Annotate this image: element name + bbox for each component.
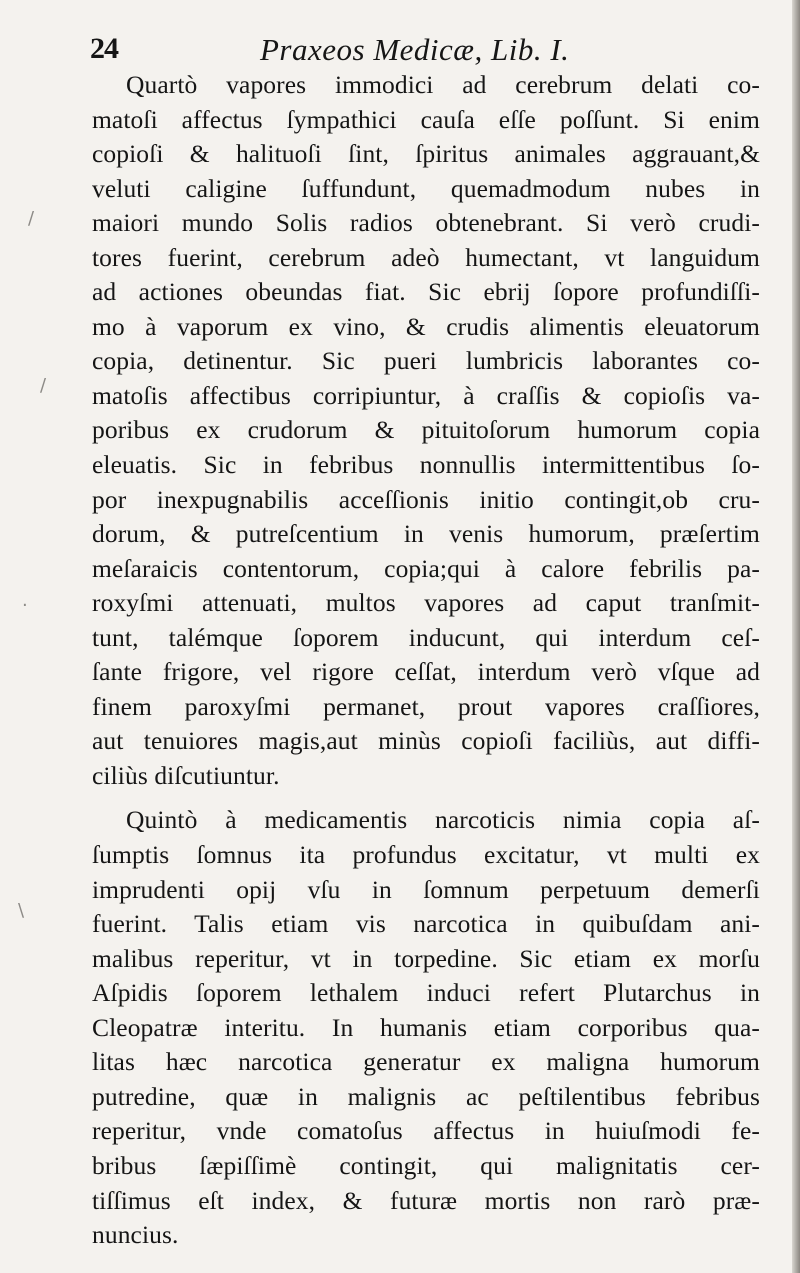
page-header <box>90 28 740 70</box>
text-line: eleuatis. Sic in febribus nonnullis intermittentibus ſo- <box>92 450 760 480</box>
text-line: bribus ſæpiſſimè contingit, qui malignitatis cer- <box>92 1150 760 1180</box>
text-line: imprudenti opij vſu in ſomnum perpetuum demerſi <box>92 874 760 904</box>
text-line: ſumptis ſomnus ita profundus excitatur, vt multi ex <box>92 840 760 870</box>
text-line: maiori mundo Solis radios obtenebrant. Si verò crudi- <box>92 208 760 238</box>
text-line: nuncius. <box>92 1220 179 1250</box>
text-line: Cleopatræ interitu. In humanis etiam corporibus qua- <box>92 1012 760 1042</box>
text-line: finem paroxyſmi permanet, prout vapores craſſiores, <box>92 691 760 721</box>
margin-tick-mark: / <box>40 375 47 396</box>
text-line: matoſi affectus ſympathici cauſa eſſe poſſunt. Si enim <box>92 104 760 134</box>
text-line: roxyſmi attenuati, multos vapores ad caput tranſmit- <box>92 588 760 618</box>
text-line: Aſpidis ſoporem lethalem induci refert Plutarchus in <box>92 978 760 1008</box>
text-line: tiſſimus eſt index, & futuræ mortis non rarò præ- <box>92 1185 760 1215</box>
text-line: tunt, talémque ſoporem inducunt, qui interdum ceſ- <box>92 622 760 652</box>
paragraph <box>92 803 760 1252</box>
running-title: Praxeos Medicæ, Lib. I. <box>260 32 570 67</box>
text-line: reperitur, vnde comatoſus affectus in huiuſmodi fe- <box>92 1116 760 1146</box>
paragraph <box>92 68 760 793</box>
text-line: poribus ex crudorum & pituitoſorum humorum copia <box>92 415 760 445</box>
text-line: ad actiones obeundas fiat. Sic ebrij ſopore profundiſſi- <box>92 277 760 307</box>
text-line: copia, detinentur. Sic pueri lumbricis laborantes co- <box>92 346 760 376</box>
text-line: veluti caligine ſuffundunt, quemadmodum nubes in <box>92 173 760 203</box>
text-line: aut tenuiores magis,aut minùs copioſi faciliùs, aut diffi- <box>92 726 760 756</box>
margin-tick-mark: / <box>28 208 35 229</box>
text-line: ſante frigore, vel rigore ceſſat, interdum verò vſque ad <box>92 657 760 687</box>
text-line: Quintò à medicamentis narcoticis nimia copia aſ- <box>126 805 760 835</box>
text-line: fuerint. Talis etiam vis narcotica in quibuſdam ani- <box>92 909 760 939</box>
text-line: meſaraicis contentorum, copia;qui à calore febrilis pa- <box>92 553 760 583</box>
page-spine-edge <box>792 0 800 1273</box>
text-line: mo à vaporum ex vino, & crudis alimentis eleuatorum <box>92 311 760 341</box>
paragraph-gap <box>92 793 760 803</box>
text-line: dorum, & putreſcentium in venis humorum, præſertim <box>92 519 760 549</box>
margin-tick-mark: · <box>22 595 28 616</box>
text-line: matoſis affectibus corripiuntur, à craſſis & copioſis va- <box>92 380 760 410</box>
body-text <box>92 68 760 1253</box>
text-line: ciliùs diſcutiuntur. <box>92 760 280 790</box>
page-number: 24 <box>90 32 118 65</box>
text-line: malibus reperitur, vt in torpedine. Sic etiam ex morſu <box>92 943 760 973</box>
text-line: Quartò vapores immodici ad cerebrum delati co- <box>126 70 760 99</box>
text-line: tores fuerint, cerebrum adeò humectant, vt languidum <box>92 242 760 272</box>
text-line: por inexpugnabilis acceſſionis initio contingit,ob cru- <box>92 484 760 514</box>
text-line: copioſi & halituoſi ſint, ſpiritus animales aggrauant,& <box>92 139 760 169</box>
margin-tick-mark: \ <box>18 900 25 921</box>
text-line: litas hæc narcotica generatur ex maligna humorum <box>92 1047 760 1077</box>
text-line: putredine, quæ in malignis ac peſtilentibus febribus <box>92 1081 760 1111</box>
